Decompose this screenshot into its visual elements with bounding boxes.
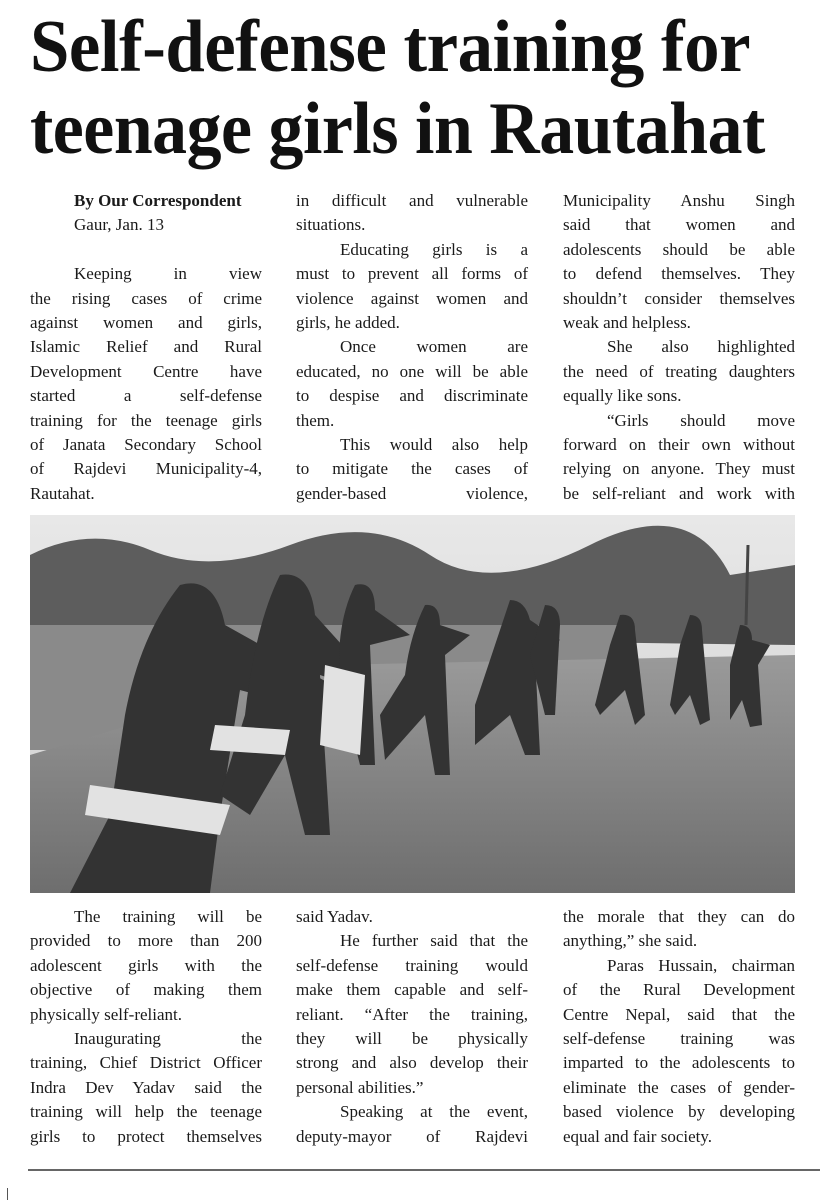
- headline-line-1: Self-defense training for: [30, 6, 751, 88]
- article-line: said Yadav.: [296, 907, 373, 926]
- article-line: Educating girls is a: [340, 239, 528, 259]
- article-line: they will be physically: [296, 1028, 528, 1048]
- article-line: training for the teenage girls: [30, 410, 262, 430]
- article-line: of Rajdevi Municipality-4,: [30, 459, 262, 479]
- article-photo: [30, 515, 795, 893]
- article-line: Keeping in view: [74, 264, 262, 284]
- article-line: to defend themselves. They: [563, 264, 795, 284]
- article-line: Indra Dev Yadav said the: [30, 1077, 262, 1097]
- article-line: strong and also develop their: [296, 1053, 528, 1073]
- article-line: This would also help: [340, 434, 528, 454]
- column-1-bottom: [30, 905, 262, 1149]
- article-line: Development Centre have: [30, 361, 262, 381]
- headline-line-2: teenage girls in Rautahat: [30, 88, 765, 170]
- article-line: Paras Hussain, chairman: [607, 955, 795, 975]
- article-line: Islamic Relief and Rural: [30, 337, 262, 357]
- article-line: must to prevent all forms of: [296, 264, 528, 284]
- column-3-top: [563, 189, 795, 506]
- column-1-top: [30, 189, 262, 506]
- article-line: reliant. “After the training,: [296, 1004, 528, 1024]
- article-line: them.: [296, 410, 335, 430]
- article-line: shouldn’t consider themselves: [563, 288, 795, 308]
- article-line: equal and fair society.: [563, 1126, 712, 1146]
- article-line: anything,” she said.: [563, 931, 698, 951]
- article-line: eliminate the cases of gender-: [563, 1077, 795, 1097]
- article-line: be self-reliant and work with: [563, 483, 795, 503]
- article-line: relying on anyone. They must: [563, 459, 795, 479]
- article-line: self-defense training was: [563, 1028, 795, 1048]
- article-line: training, Chief District Officer: [30, 1053, 262, 1073]
- article-line: the need of treating daughters: [563, 361, 795, 381]
- article-line: training will help the teenage: [30, 1102, 262, 1122]
- article-line: of Janata Secondary School: [30, 434, 262, 454]
- article-line: in difficult and vulnerable: [296, 191, 528, 210]
- article-line: objective of making them: [30, 980, 262, 1000]
- bottom-rule: [28, 1169, 820, 1171]
- article-line: based violence by developing: [563, 1102, 795, 1122]
- article-line: girls, he added.: [296, 312, 400, 332]
- article-line: self-defense training would: [296, 955, 528, 975]
- column-2-bottom: [296, 905, 528, 1149]
- edge-mark: [7, 1188, 8, 1200]
- article-line: She also highlighted: [607, 337, 795, 357]
- article-line: personal abilities.”: [296, 1077, 424, 1097]
- article-line: to mitigate the cases of: [296, 459, 528, 479]
- article-line: violence against women and: [296, 288, 528, 308]
- dateline: Gaur, Jan. 13: [74, 215, 164, 235]
- column-2-top: [296, 189, 528, 506]
- article-line: deputy-mayor of Rajdevi: [296, 1126, 528, 1146]
- article-line: Speaking at the event,: [340, 1102, 528, 1122]
- article-line: physically self-reliant.: [30, 1004, 183, 1024]
- pole: [746, 545, 748, 625]
- article-line: adolescent girls with the: [30, 955, 262, 975]
- article-line: imparted to the adolescents to: [563, 1053, 795, 1073]
- article-line: the morale that they can do: [563, 907, 795, 926]
- article-line: to despise and discriminate: [296, 386, 528, 406]
- article-line: said that women and: [563, 215, 795, 235]
- byline-author: By Our Correspondent: [74, 191, 242, 210]
- article-line: make them capable and self-: [296, 980, 528, 1000]
- article-line: Once women are: [340, 337, 528, 357]
- article-line: weak and helpless.: [563, 312, 691, 332]
- article-line: He further said that the: [340, 931, 528, 951]
- article-line: of the Rural Development: [563, 980, 795, 1000]
- article-line: girls to protect themselves: [30, 1126, 262, 1146]
- article-line: provided to more than 200: [30, 931, 262, 951]
- article-line: situations.: [296, 215, 366, 235]
- article-line: The training will be: [74, 907, 262, 926]
- article-line: educated, no one will be able: [296, 361, 528, 381]
- article-line: equally like sons.: [563, 386, 682, 406]
- article-line: against women and girls,: [30, 312, 262, 332]
- article-line: gender-based violence,: [296, 483, 528, 503]
- article-line: “Girls should move: [607, 410, 795, 430]
- column-3-bottom: [563, 905, 795, 1149]
- article-line: Inaugurating the: [74, 1028, 262, 1048]
- article-line: forward on their own without: [563, 434, 795, 454]
- article-line: the rising cases of crime: [30, 288, 262, 308]
- article-line: Centre Nepal, said that the: [563, 1004, 795, 1024]
- article-line: adolescents should be able: [563, 239, 795, 259]
- article-line: Municipality Anshu Singh: [563, 191, 795, 210]
- article-line: Rautahat.: [30, 483, 95, 503]
- article-line: started a self-defense: [30, 386, 262, 406]
